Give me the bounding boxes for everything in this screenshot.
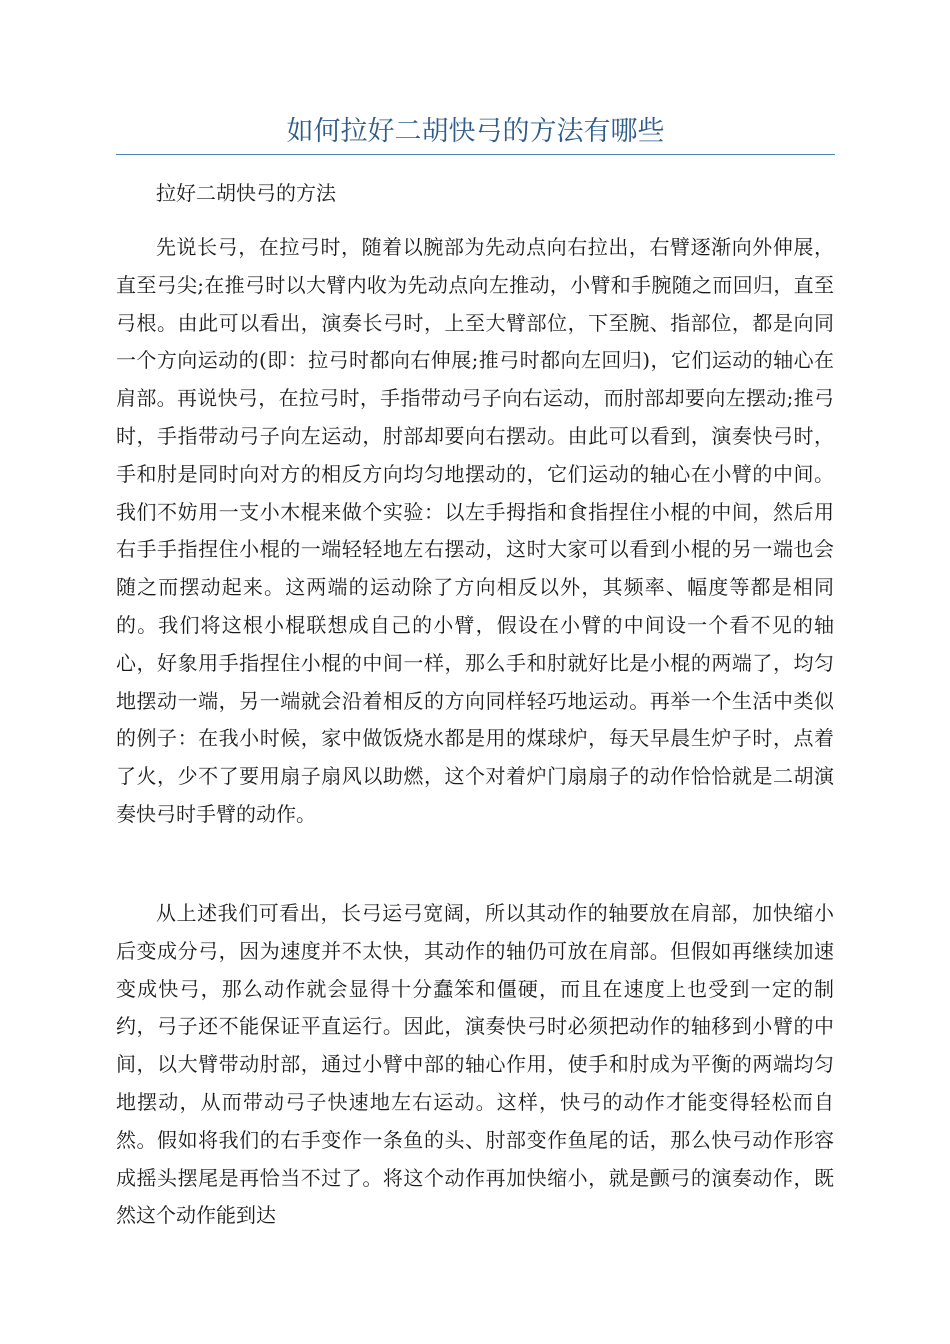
page-title: 如何拉好二胡快弓的方法有哪些 bbox=[286, 116, 665, 147]
section-heading: 拉好二胡快弓的方法 bbox=[156, 181, 336, 205]
title-underline bbox=[116, 154, 835, 155]
paragraph: 先说长弓，在拉弓时，随着以腕部为先动点向右拉出，右臂逐渐向外伸展，直至弓尖;在推弓时以大臂内收为先动点向左推动，小臂和手腕随之而回归，直至弓根。由此可以看出，演奏长弓时，上至大臂部位，下至腕、指部位，都是向同一个方向运动的(即：拉弓时都向右伸展;推弓时都向左回归)，它们运动的轴心在肩部。再说快弓，在拉弓时，手指带动弓子向右运动，而肘部却要向左摆动;推弓时，手指带动弓子向左运动，肘部却要向右摆动。由此可以看到，演奏快弓时，手和肘是同时向对方的相反方向均匀地摆动的，它们运动的轴心在小臂的中间。我们不妨用一支小木棍来做个实验：以左手拇指和食指捏住小棍的中间，然后用右手手指捏住小棍的一端轻轻地左右摆动，这时大家可以看到小棍的另一端也会随之而摆动起来。这两端的运动除了方向相反以外，其频率、幅度等都是相同的。我们将这根小棍联想成自己的小臂，假设在小臂的中间设一个看不见的轴心，好象用手指捏住小棍的中间一样，那么手和肘就好比是小棍的两端了，均匀地摆动一端，另一端就会沿着相反的方向同样轻巧地运动。再举一个生活中类似的例子：在我小时候，家中做饭烧水都是用的煤球炉，每天早晨生炉子时，点着了火，少不了要用扇子扇风以助燃，这个对着炉门扇扇子的动作恰恰就是二胡演奏快弓时手臂的动作。 bbox=[116, 235, 834, 826]
paragraph: 从上述我们可看出，长弓运弓宽阔，所以其动作的轴要放在肩部，加快缩小后变成分弓，因为速度并不太快，其动作的轴仍可放在肩部。但假如再继续加速变成快弓，那么动作就会显得十分蠢笨和僵硬，而且在速度上也受到一定的制约，弓子还不能保证平直运行。因此，演奏快弓时必须把动作的轴移到小臂的中间，以大臂带动肘部，通过小臂中部的轴心作用，使手和肘成为平衡的两端均匀地摆动，从而带动弓子快速地左右运动。这样，快弓的动作才能变得轻松而自然。假如将我们的右手变作一条鱼的头、肘部变作鱼尾的话，那么快弓动作形容成摇头摆尾是再恰当不过了。将这个动作再加快缩小，就是颤弓的演奏动作，既然这个动作能到达 bbox=[116, 901, 834, 1228]
